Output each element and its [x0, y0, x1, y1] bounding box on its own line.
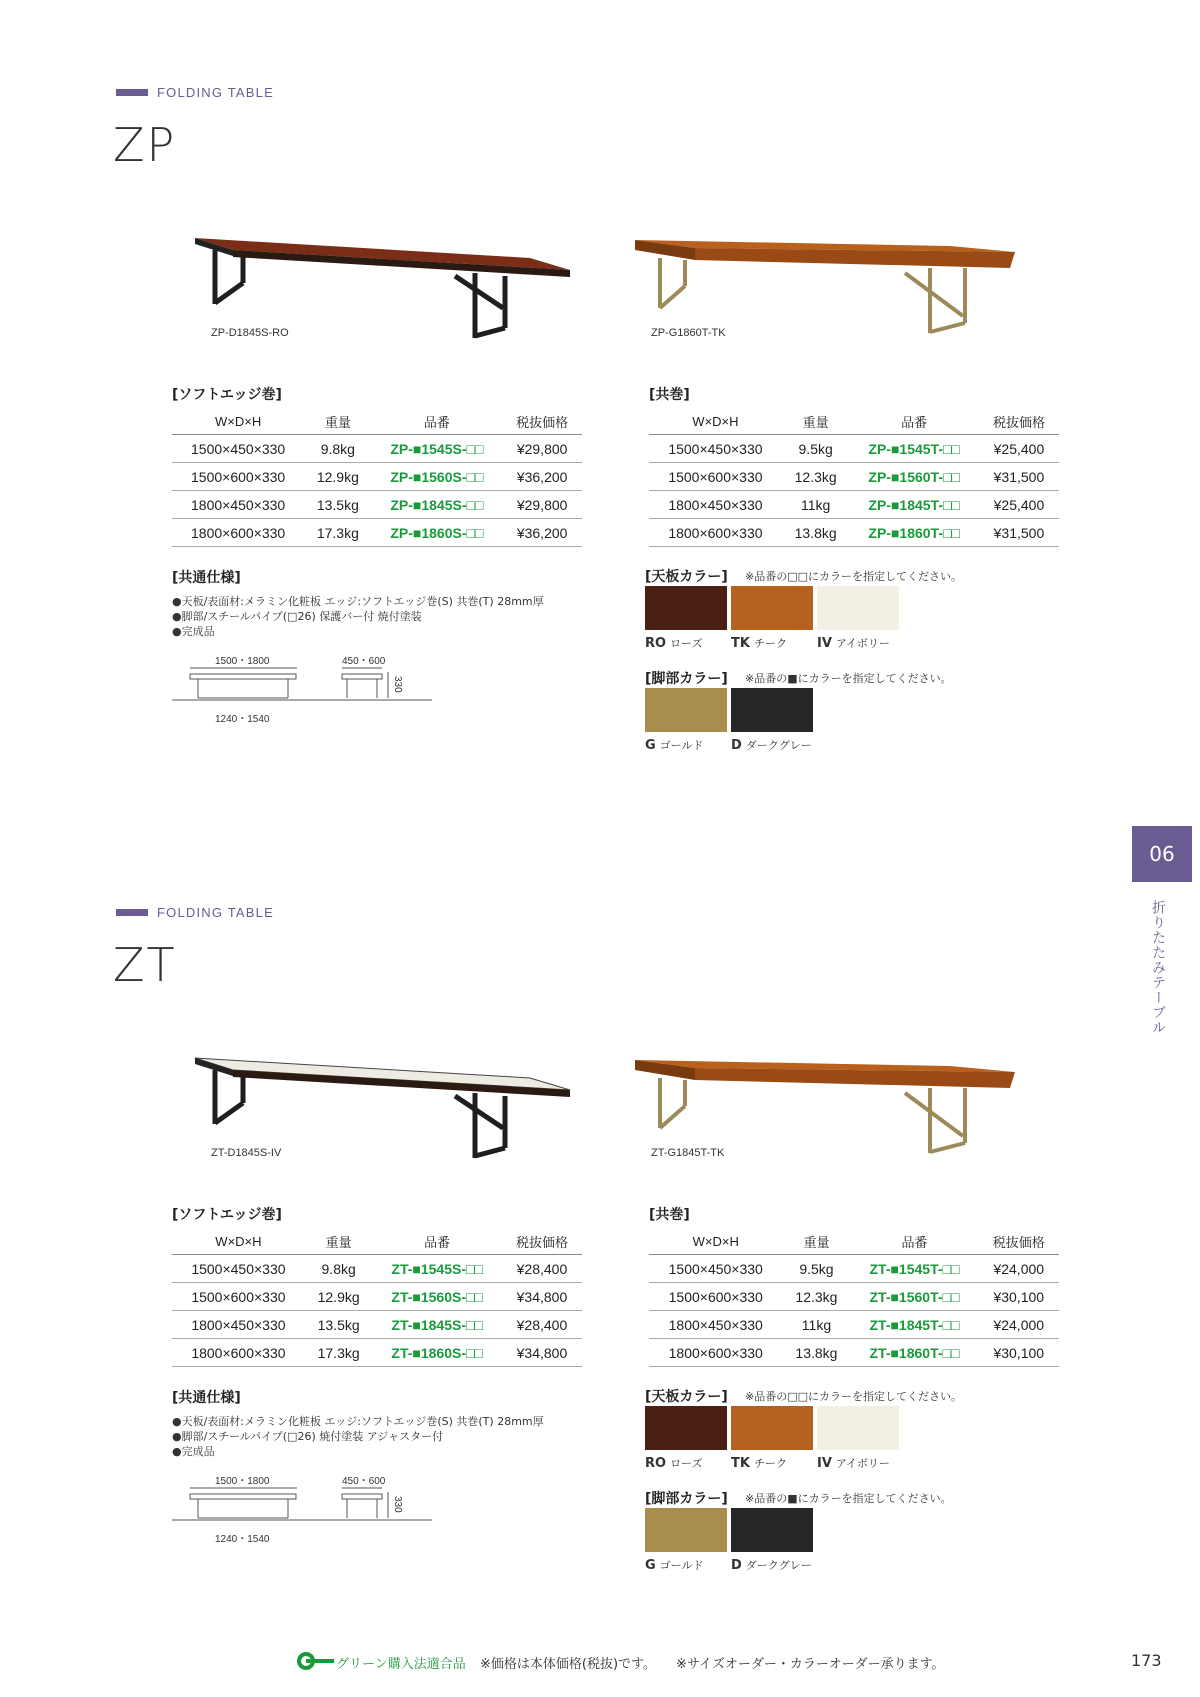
- spec-table-soft-edge: [172, 1228, 582, 1367]
- swatch-code: RO: [645, 636, 667, 651]
- swatch-label: [817, 1455, 899, 1471]
- table-row: [172, 463, 582, 491]
- swatch-label: [817, 635, 899, 651]
- swatch-name: ゴールド: [659, 1559, 704, 1572]
- cell-size: 1500×600×330: [172, 1283, 305, 1311]
- cell-weight: 17.3kg: [305, 1339, 373, 1367]
- col-header-size: W×D×H: [172, 408, 304, 435]
- col-header-price: 税抜価格: [502, 1228, 582, 1255]
- swatch-label: [731, 635, 813, 651]
- swatch-code: RO: [645, 1456, 667, 1471]
- col-header-code: 品番: [371, 408, 502, 435]
- dimension-diagram: [172, 652, 432, 732]
- swatch-label: [645, 1455, 727, 1471]
- cell-size: 1800×450×330: [172, 1311, 305, 1339]
- top-color-note: ※品番の□□にカラーを指定してください。: [745, 1390, 963, 1403]
- dim-height: 330: [392, 1496, 403, 1513]
- table-row: [172, 1283, 582, 1311]
- swatch-label: [731, 737, 813, 753]
- cell-weight: 9.8kg: [304, 435, 371, 463]
- cell-price: ¥28,400: [502, 1255, 582, 1283]
- swatch-code: IV: [817, 1456, 832, 1471]
- col-header-price: 税抜価格: [502, 408, 582, 435]
- dim-depth: 450・600: [342, 1476, 386, 1487]
- swatch-name: ダークグレー: [745, 1559, 812, 1572]
- spec-item: ●天板/表面材:メラミン化粧板 エッジ:ソフトエッジ巻(S) 共巻(T) 28mm厚: [172, 1415, 544, 1428]
- color-swatch-iv: [817, 1406, 899, 1471]
- green-purchase-icon: [296, 1651, 336, 1671]
- cell-price: ¥36,200: [502, 519, 582, 547]
- cell-code: ZP-■1545S-□□: [371, 435, 502, 463]
- swatch-name: アイボリー: [835, 637, 890, 650]
- table-row: [649, 463, 1059, 491]
- col-header-code: 品番: [372, 1228, 501, 1255]
- swatch-code: D: [731, 1558, 742, 1573]
- table-title-soft-edge: [ソフトエッジ巻]: [172, 387, 282, 403]
- green-purchase-label: グリーン購入法適合品: [336, 1657, 466, 1672]
- section-bar: [116, 909, 148, 916]
- table-header-row: [172, 408, 582, 435]
- series-title: ZT: [113, 938, 177, 992]
- chapter-tab[interactable]: 06: [1132, 826, 1192, 882]
- spec-table-soft-edge: [172, 408, 582, 547]
- cell-code: ZP-■1560S-□□: [371, 463, 502, 491]
- swatch-code: D: [731, 738, 742, 753]
- dim-inner: 1240・1540: [215, 1534, 270, 1545]
- section-category: FOLDING TABLE: [157, 905, 274, 920]
- spec-item: ●完成品: [172, 625, 215, 638]
- swatch-chip: [645, 586, 727, 630]
- swatch-chip: [731, 586, 813, 630]
- cell-weight: 12.3kg: [782, 1283, 850, 1311]
- table-row: [649, 519, 1059, 547]
- cell-weight: 12.9kg: [304, 463, 371, 491]
- common-spec-title: [共通仕様]: [172, 1390, 241, 1406]
- swatch-chip: [731, 688, 813, 732]
- color-swatch-d: [731, 688, 813, 753]
- top-color-swatches: [645, 586, 945, 656]
- common-spec-list: [172, 594, 544, 639]
- cell-size: 1800×600×330: [172, 1339, 305, 1367]
- table-row: [649, 491, 1059, 519]
- swatch-label: [645, 1557, 727, 1573]
- cell-code: ZT-■1545S-□□: [372, 1255, 501, 1283]
- color-swatch-g: [645, 688, 727, 753]
- swatch-chip: [645, 1508, 727, 1552]
- swatch-name: チーク: [753, 637, 787, 650]
- dim-depth: 450・600: [342, 656, 386, 667]
- product-section-zp: [0, 0, 1200, 820]
- swatch-label: [731, 1455, 813, 1471]
- cell-weight: 9.5kg: [782, 435, 850, 463]
- color-swatch-d: [731, 1508, 813, 1573]
- leg-color-title: [脚部カラー]: [645, 671, 728, 687]
- swatch-code: G: [645, 1558, 656, 1573]
- cell-size: 1800×600×330: [649, 519, 782, 547]
- cell-weight: 12.9kg: [305, 1283, 373, 1311]
- swatch-name: ダークグレー: [745, 739, 812, 752]
- color-swatch-iv: [817, 586, 899, 651]
- cell-code: ZP-■1845S-□□: [371, 491, 502, 519]
- table-row: [172, 1255, 582, 1283]
- cell-price: ¥30,100: [979, 1339, 1059, 1367]
- dimension-diagram: [172, 1472, 432, 1552]
- cell-size: 1800×450×330: [649, 1311, 782, 1339]
- cell-size: 1800×600×330: [172, 519, 304, 547]
- col-header-size: W×D×H: [649, 1228, 782, 1255]
- dim-width: 1500・1800: [215, 1476, 270, 1487]
- cell-code: ZT-■1845T-□□: [850, 1311, 978, 1339]
- spec-table-tomomaki: [649, 1228, 1059, 1367]
- cell-weight: 13.5kg: [304, 491, 371, 519]
- cell-code: ZP-■1545T-□□: [849, 435, 978, 463]
- cell-size: 1500×450×330: [172, 435, 304, 463]
- cell-code: ZT-■1860S-□□: [372, 1339, 501, 1367]
- dim-height: 330: [392, 676, 403, 693]
- chapter-tab-label: 折りたたみテーブル: [1150, 900, 1166, 1035]
- cell-code: ZP-■1860S-□□: [371, 519, 502, 547]
- swatch-chip: [817, 1406, 899, 1450]
- col-header-code: 品番: [850, 1228, 978, 1255]
- cell-weight: 12.3kg: [782, 463, 850, 491]
- swatch-label: [645, 737, 727, 753]
- top-color-title: [天板カラー]: [645, 569, 728, 585]
- cell-code: ZT-■1845S-□□: [372, 1311, 501, 1339]
- cell-price: ¥25,400: [979, 491, 1059, 519]
- swatch-code: TK: [731, 636, 750, 651]
- swatch-chip: [817, 586, 899, 630]
- col-header-price: 税抜価格: [979, 1228, 1059, 1255]
- cell-weight: 13.8kg: [782, 519, 850, 547]
- swatch-chip: [645, 1406, 727, 1450]
- table-row: [172, 1339, 582, 1367]
- color-swatch-ro: [645, 586, 727, 651]
- col-header-weight: 重量: [305, 1228, 373, 1255]
- spec-item: ●脚部/スチールパイプ(□26) 焼付塗装 アジャスター付: [172, 1430, 444, 1443]
- product-section-zt: [0, 820, 1200, 1640]
- table-row: [172, 435, 582, 463]
- spec-item: ●天板/表面材:メラミン化粧板 エッジ:ソフトエッジ巻(S) 共巻(T) 28mm厚: [172, 595, 544, 608]
- swatch-label: [731, 1557, 813, 1573]
- cell-price: ¥34,800: [502, 1283, 582, 1311]
- leg-color-title: [脚部カラー]: [645, 1491, 728, 1507]
- cell-price: ¥29,800: [502, 491, 582, 519]
- cell-code: ZP-■1860T-□□: [849, 519, 978, 547]
- top-color-note: ※品番の□□にカラーを指定してください。: [745, 570, 963, 583]
- cell-size: 1500×450×330: [649, 435, 782, 463]
- cell-price: ¥25,400: [979, 435, 1059, 463]
- cell-weight: 13.8kg: [782, 1339, 850, 1367]
- dim-width: 1500・1800: [215, 656, 270, 667]
- cell-weight: 11kg: [782, 491, 850, 519]
- color-swatch-tk: [731, 586, 813, 651]
- table-row: [649, 1255, 1059, 1283]
- swatch-code: G: [645, 738, 656, 753]
- cell-code: ZP-■1845T-□□: [849, 491, 978, 519]
- cell-code: ZT-■1560S-□□: [372, 1283, 501, 1311]
- cell-price: ¥29,800: [502, 435, 582, 463]
- col-header-price: 税抜価格: [979, 408, 1059, 435]
- spec-table-tomomaki: [649, 408, 1059, 547]
- color-swatch-tk: [731, 1406, 813, 1471]
- table-header-row: [649, 408, 1059, 435]
- page-number: 173: [1131, 1651, 1162, 1670]
- footer-note-price: ※価格は本体価格(税抜)です。: [480, 1657, 656, 1672]
- table-header-row: [172, 1228, 582, 1255]
- col-header-code: 品番: [849, 408, 978, 435]
- cell-size: 1500×600×330: [649, 463, 782, 491]
- leg-color-swatches: [645, 688, 945, 758]
- table-title-tomomaki: [共巻]: [649, 1207, 690, 1223]
- photo-caption-1: ZT-D1845S-IV: [211, 1147, 282, 1159]
- swatch-code: TK: [731, 1456, 750, 1471]
- cell-code: ZT-■1560T-□□: [850, 1283, 978, 1311]
- table-row: [649, 1339, 1059, 1367]
- cell-size: 1800×600×330: [649, 1339, 782, 1367]
- section-bar: [116, 89, 148, 96]
- table-row: [172, 519, 582, 547]
- swatch-name: ローズ: [670, 637, 703, 650]
- cell-size: 1500×450×330: [172, 1255, 305, 1283]
- cell-price: ¥24,000: [979, 1255, 1059, 1283]
- cell-price: ¥31,500: [979, 519, 1059, 547]
- photo-caption-2: ZT-G1845T-TK: [651, 1147, 725, 1159]
- cell-price: ¥34,800: [502, 1339, 582, 1367]
- table-title-tomomaki: [共巻]: [649, 387, 690, 403]
- leg-color-note: ※品番の■にカラーを指定してください。: [745, 672, 952, 685]
- swatch-name: ゴールド: [659, 739, 704, 752]
- swatch-name: チーク: [753, 1457, 787, 1470]
- swatch-chip: [645, 688, 727, 732]
- table-row: [649, 435, 1059, 463]
- cell-weight: 9.5kg: [782, 1255, 850, 1283]
- series-title: ZP: [113, 118, 177, 172]
- table-row: [172, 1311, 582, 1339]
- cell-price: ¥36,200: [502, 463, 582, 491]
- col-header-weight: 重量: [782, 408, 850, 435]
- cell-weight: 9.8kg: [305, 1255, 373, 1283]
- table-row: [172, 491, 582, 519]
- common-spec-title: [共通仕様]: [172, 570, 241, 586]
- swatch-chip: [731, 1508, 813, 1552]
- cell-code: ZP-■1560T-□□: [849, 463, 978, 491]
- col-header-weight: 重量: [304, 408, 371, 435]
- common-spec-list: [172, 1414, 544, 1459]
- swatch-label: [645, 635, 727, 651]
- swatch-chip: [731, 1406, 813, 1450]
- spec-item: ●完成品: [172, 1445, 215, 1458]
- spec-item: ●脚部/スチールパイプ(□26) 保護バー付 焼付塗装: [172, 610, 422, 623]
- cell-code: ZT-■1860T-□□: [850, 1339, 978, 1367]
- cell-size: 1500×600×330: [649, 1283, 782, 1311]
- cell-price: ¥28,400: [502, 1311, 582, 1339]
- cell-price: ¥30,100: [979, 1283, 1059, 1311]
- table-row: [649, 1311, 1059, 1339]
- cell-weight: 11kg: [782, 1311, 850, 1339]
- leg-color-note: ※品番の■にカラーを指定してください。: [745, 1492, 952, 1505]
- dim-inner: 1240・1540: [215, 714, 270, 725]
- table-row: [649, 1283, 1059, 1311]
- col-header-size: W×D×H: [172, 1228, 305, 1255]
- swatch-name: ローズ: [670, 1457, 703, 1470]
- top-color-title: [天板カラー]: [645, 1389, 728, 1405]
- cell-code: ZT-■1545T-□□: [850, 1255, 978, 1283]
- cell-size: 1500×600×330: [172, 463, 304, 491]
- photo-caption-1: ZP-D1845S-RO: [211, 327, 289, 339]
- color-swatch-g: [645, 1508, 727, 1573]
- table-header-row: [649, 1228, 1059, 1255]
- section-category: FOLDING TABLE: [157, 85, 274, 100]
- top-color-swatches: [645, 1406, 945, 1476]
- col-header-weight: 重量: [782, 1228, 850, 1255]
- cell-size: 1500×450×330: [649, 1255, 782, 1283]
- swatch-name: アイボリー: [835, 1457, 890, 1470]
- cell-price: ¥31,500: [979, 463, 1059, 491]
- cell-size: 1800×450×330: [172, 491, 304, 519]
- cell-size: 1800×450×330: [649, 491, 782, 519]
- leg-color-swatches: [645, 1508, 945, 1578]
- table-title-soft-edge: [ソフトエッジ巻]: [172, 1207, 282, 1223]
- cell-price: ¥24,000: [979, 1311, 1059, 1339]
- photo-caption-2: ZP-G1860T-TK: [651, 327, 726, 339]
- cell-weight: 13.5kg: [305, 1311, 373, 1339]
- footer-note-order: ※サイズオーダー・カラーオーダー承ります。: [676, 1657, 945, 1672]
- col-header-size: W×D×H: [649, 408, 782, 435]
- cell-weight: 17.3kg: [304, 519, 371, 547]
- color-swatch-ro: [645, 1406, 727, 1471]
- swatch-code: IV: [817, 636, 832, 651]
